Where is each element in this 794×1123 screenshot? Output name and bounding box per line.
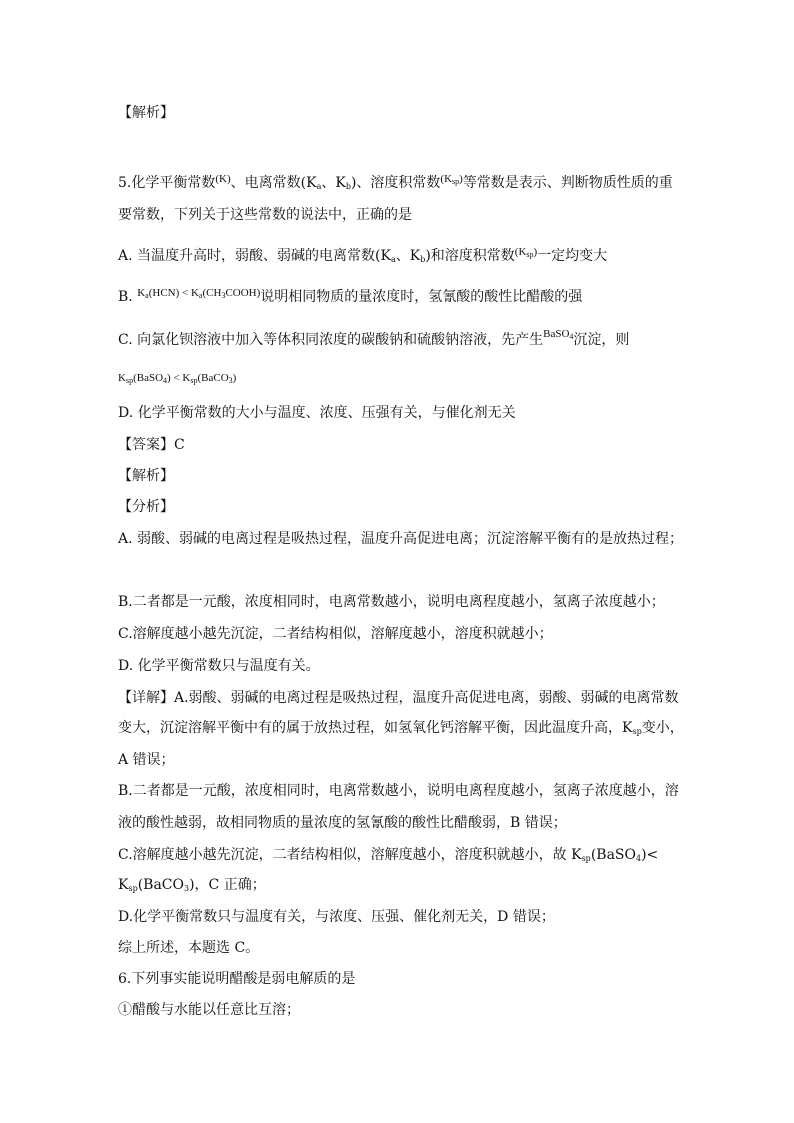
q6-item-1: ①醋酸与水能以任意比互溶； [118, 1002, 300, 1018]
q5-option-c: C. 向氯化钡溶液中加入等体积同浓度的碳酸钠和硫酸钠溶液，先产生$^{BaSO_4}$沉淀，则 [118, 328, 630, 348]
baso4-formula: BaSO4 [543, 328, 574, 341]
q5-option-d: D. 化学平衡常数的大小与温度、浓度、压强有关，与催化剂无关 [118, 405, 516, 421]
detail-a-line2: 变大，沉淀溶解平衡中有的属于放热过程，如氢氧化钙溶解平衡，因此温度升高，$K_{sp}$变小， [118, 720, 684, 736]
q5-stem-line2: 要常数，下列关于这些常数的说法中，正确的是 [118, 207, 412, 223]
fenxi-b: B.二者都是一元酸，浓度相同时，电离常数越小，说明电离程度越小，氢离子浓度越小； [118, 594, 665, 610]
answer-line: 【答案】C [118, 437, 185, 453]
ksp-symbol: (Ksp) [514, 246, 538, 259]
detail-c-line1: C.溶解度越小越先沉淀，二者结构相似，溶解度越小，溶度积就越小，故 $K_{sp}(BaSO_4)<$ [118, 847, 659, 863]
detail-a-line1: 【详解】A.弱酸、弱碱的电离过程是吸热过程，温度升高促进电离，弱酸、弱碱的电离常数 [118, 690, 679, 706]
q5-option-b: B. $^{K_a(HCN) < K_a(CH_3COOH)}$说明相同物质的量浓度时，氢氰酸的酸性比醋酸的强 [118, 287, 583, 305]
ksp-symbol: (Ksp) [440, 173, 463, 186]
detail-c-line2: $K_{sp}(BaCO_3)$，C 正确； [118, 877, 266, 893]
summary: 综上所述，本题选 C。 [118, 940, 260, 956]
fenxi-a: A. 弱酸、弱碱的电离过程是吸热过程，温度升高促进电离；沉淀溶解平衡有的是放热过程； [118, 531, 684, 547]
detail-b-line1: B.二者都是一元酸，浓度相同时，电离常数越小，说明电离程度越小，氢离子浓度越小，溶 [118, 783, 679, 799]
q5-option-c-formula: $K_{sp}(BaSO_4)$ < $K_{sp}(BaCO_3)$ [118, 372, 237, 385]
section-tag-fenxi: 【分析】 [118, 499, 174, 515]
q6-stem: 6.下列事实能说明醋酸是弱电解质的是 [118, 971, 356, 987]
q5-option-a: A. 当温度升高时，弱酸、弱碱的电离常数($K_a$、$K_b$)和溶度积常数$^{(K_{sp})}$一定均变大 [118, 246, 608, 264]
k-symbol: (K) [215, 173, 231, 185]
detail-b-line2: 液的酸性越弱，故相同物质的量浓度的氢氰酸的酸性比醋酸弱，B 错误； [118, 815, 567, 831]
fenxi-d: D. 化学平衡常数只与温度有关。 [118, 658, 320, 674]
section-tag-jiexi-2: 【解析】 [118, 468, 174, 484]
q5-stem-line1: 5.化学平衡常数$^{(K)}$、电离常数($K_a$、$K_b$)、溶度积常数$^{(K_{sp})}$等常数是表示、判断物质性质的重 [118, 173, 673, 191]
section-tag-jiexi: 【解析】 [118, 105, 174, 121]
fenxi-c: C.溶解度越小越先沉淀，二者结构相似，溶解度越小，溶度积就越小； [118, 626, 553, 642]
ka-comparison-formula: Ka(HCN) < Ka(CH3COOH) [137, 287, 261, 300]
detail-d: D.化学平衡常数只与温度有关，与浓度、压强、催化剂无关，D 错误； [118, 909, 555, 925]
detail-a-line3: A 错误； [118, 752, 175, 768]
